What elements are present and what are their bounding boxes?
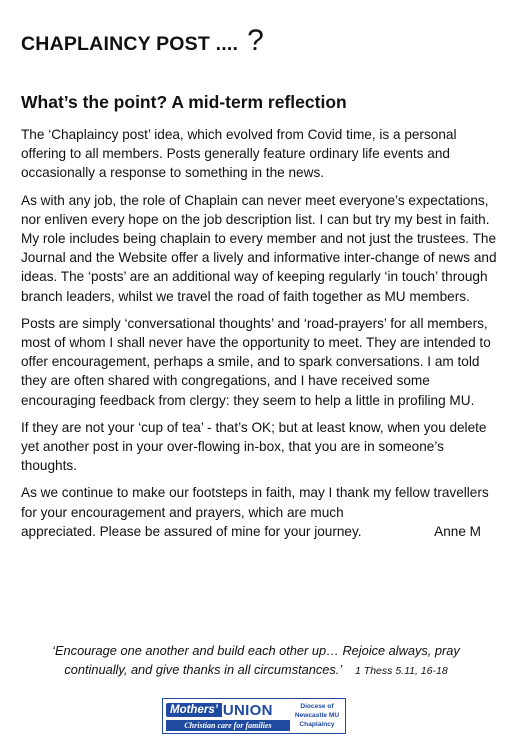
logo-union-text: UNION <box>222 701 273 719</box>
page-subtitle: What’s the point? A mid-term reflection <box>21 92 347 112</box>
logo-diocese-line-1: Diocese of <box>300 703 334 710</box>
logo-mothers-text: Mothers’ <box>166 703 222 717</box>
closing-line-1: As we continue to make our footsteps in faith, may I thank my fellow travellers for your encouragement and prayers, which are much <box>21 485 489 520</box>
mothers-union-logo <box>162 698 346 734</box>
paragraph-4: If they are not your ‘cup of tea’ - that’s OK; but at least know, when you delete yet another post in your over-flowing in-box, that you are in someone’s thoughts. <box>21 419 487 474</box>
quote-reference: 1 Thess 5.11, 16-18 <box>355 665 448 677</box>
paragraph-3: Posts are simply ‘conversational thoughts’ and ‘road-prayers’ for all members, most of whom I shall never have the opportunity to meet. They are intended to offer encouragement, perhaps a smile, and to spark conversations. I am told they are often shared with congregations, and I have received some encouraging feedback from clergy: they seem to help a little in profiling MU. <box>21 315 491 408</box>
body-text <box>21 125 499 549</box>
paragraph-2: As with any job, the role of Chaplain can never meet everyone’s expectations, nor enliven every hope on the job description list. I can but try my best in faith. My role includes being chaplain to every member and not just the trustees. The Journal and the Website offer a lively and informative inter-change of news and ideas. The ‘posts’ are an additional way of keeping regularly ‘in touch’ through branch leaders, whilst we travel the road of faith together as MU members. <box>21 192 497 304</box>
signature: Anne M <box>434 523 481 539</box>
logo-tagline: Christian care for families <box>166 720 290 731</box>
quote-text: ‘Encourage one another and build each other up… Rejoice always, pray continually, and give thanks in all circumstances.’ <box>52 643 460 677</box>
logo-diocese-block <box>291 702 343 729</box>
closing-line-2-row <box>21 522 499 541</box>
paragraph-1: The ‘Chaplaincy post’ idea, which evolved from Covid time, is a personal offering to all members. Posts generally feature ordinary life events and occasionally a response to something in the news. <box>21 127 457 181</box>
title-row <box>21 26 264 56</box>
logo-wordmark <box>166 701 273 719</box>
page-title: CHAPLAINCY POST .... <box>21 33 239 55</box>
scripture-quote <box>26 641 486 681</box>
title-question-mark: ? <box>247 24 264 57</box>
closing-paragraph <box>21 483 499 541</box>
logo-diocese-line-3: Chaplaincy <box>299 721 335 728</box>
logo-diocese-line-2: Newcastle MU <box>294 712 340 719</box>
closing-line-2: appreciated. Please be assured of mine for your journey. <box>21 523 362 539</box>
logo-brand-block <box>166 701 290 731</box>
